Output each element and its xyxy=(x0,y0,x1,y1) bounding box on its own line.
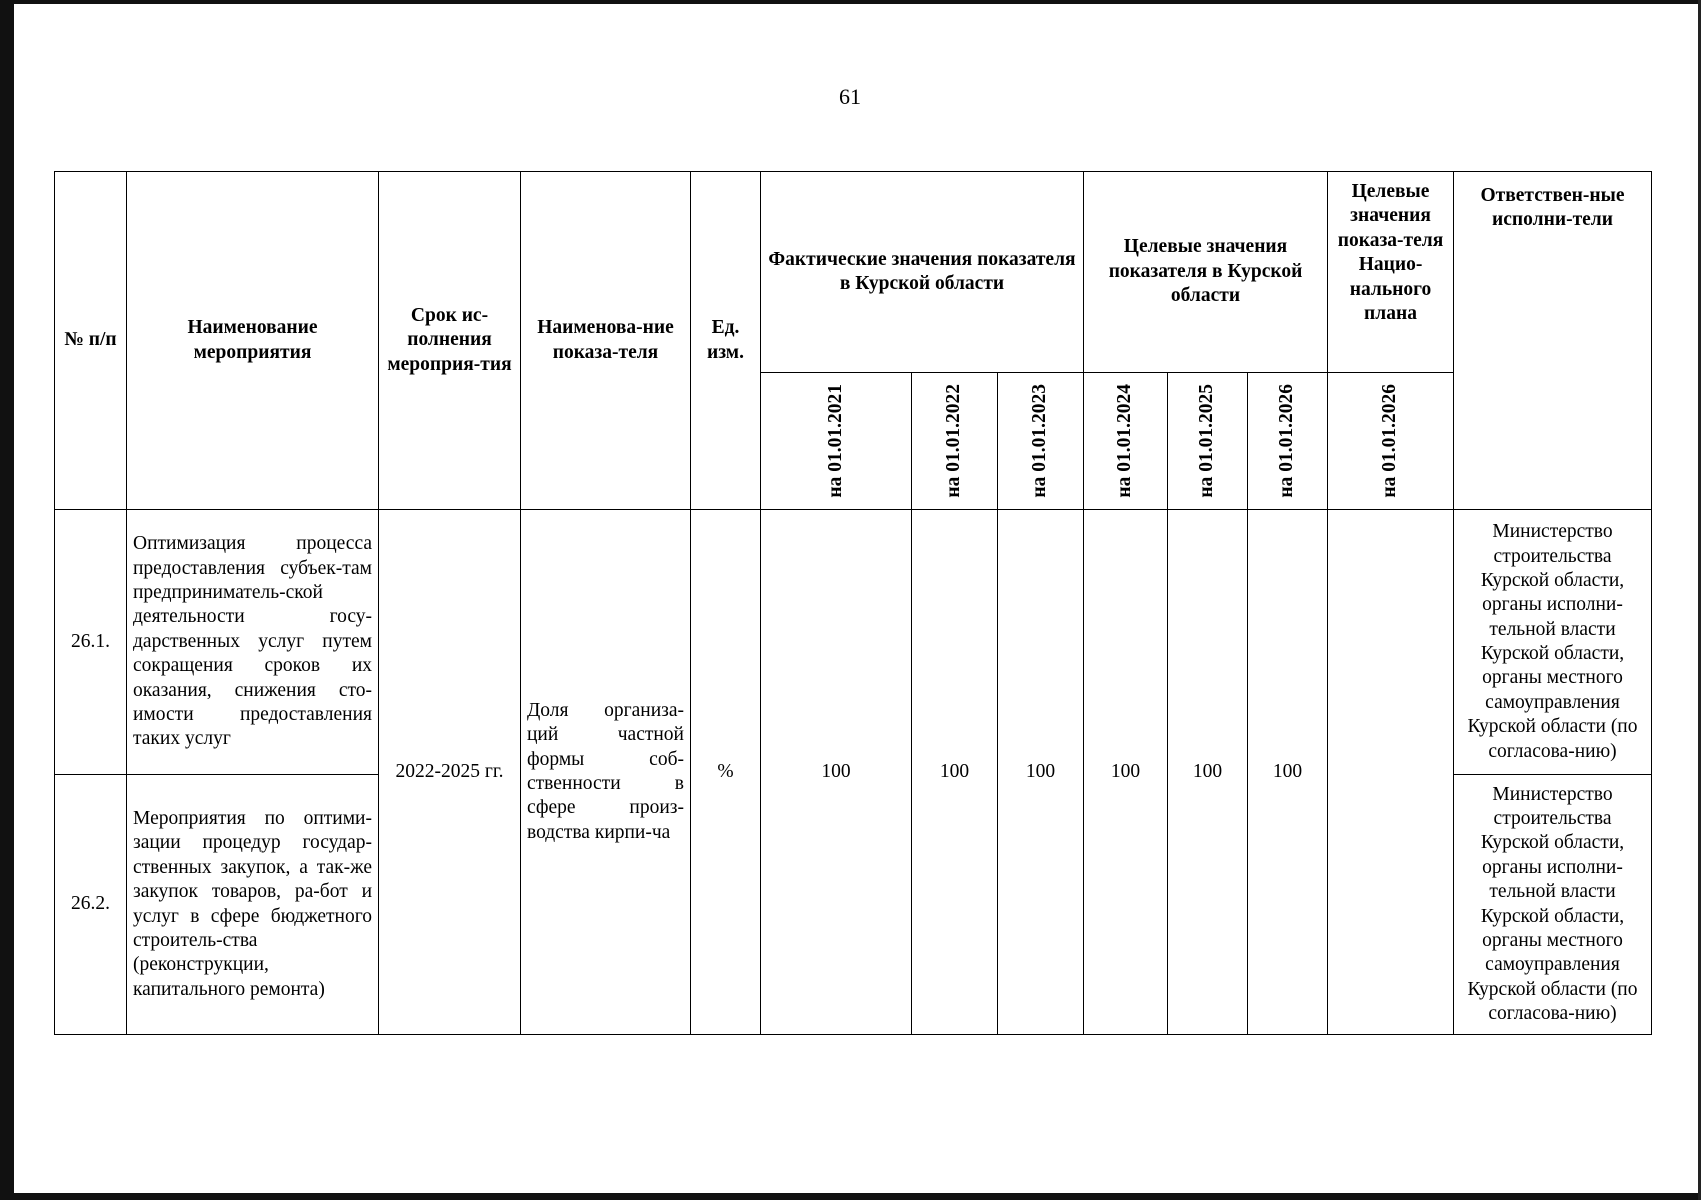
value-2024: 100 xyxy=(1084,510,1168,1035)
header-date-2024: на 01.01.2024 xyxy=(1084,373,1168,510)
row-indicator: Доля организа-ций частной формы соб-ственности в сфере произ-водства кирпи-ча xyxy=(521,510,691,1035)
row-responsible: Министерство строительства Курской области, органы исполни-тельной власти Курской области, органы местного самоуправления Курской области (по согласова-нию) xyxy=(1454,510,1652,775)
scan-border-left xyxy=(0,0,14,1200)
value-2026: 100 xyxy=(1248,510,1328,1035)
value-2023: 100 xyxy=(998,510,1084,1035)
row-num: 26.1. xyxy=(55,510,127,775)
header-unit: Ед. изм. xyxy=(691,172,761,510)
header-date-2021: на 01.01.2021 xyxy=(761,373,912,510)
row-activity: Мероприятия по оптими-зации процедур государ-ственных закупок, а так-же закупок товаров, ра-бот и услуг в сфере бюджетного строитель-ства (реконструкции, капитального ремонта) xyxy=(127,775,379,1035)
value-2021: 100 xyxy=(761,510,912,1035)
value-2025: 100 xyxy=(1168,510,1248,1035)
header-national-values: Целевые значения показа-теля Нацио-нального плана xyxy=(1328,172,1454,373)
header-date-2023: на 01.01.2023 xyxy=(998,373,1084,510)
header-deadline: Срок ис-полнения мероприя-тия xyxy=(379,172,521,510)
row-unit: % xyxy=(691,510,761,1035)
page-number: 61 xyxy=(839,84,861,109)
header-row-1 xyxy=(55,172,1652,373)
scan-border-top xyxy=(0,0,1701,4)
header-actual-values: Фактические значения показателя в Курской области xyxy=(761,172,1084,373)
header-date-2022: на 01.01.2022 xyxy=(912,373,998,510)
value-2022: 100 xyxy=(912,510,998,1035)
scan-border-bottom xyxy=(0,1193,1701,1200)
header-indicator: Наименова-ние показа-теля xyxy=(521,172,691,510)
header-date-2026-national: на 01.01.2026 xyxy=(1328,373,1454,510)
row-responsible: Министерство строительства Курской области, органы исполни-тельной власти Курской области, органы местного самоуправления Курской области (по согласова-нию) xyxy=(1454,775,1652,1035)
row-num: 26.2. xyxy=(55,775,127,1035)
row-activity: Оптимизация процесса предоставления субъек-там предприниматель-ской деятельности госу-дарственных услуг путем сокращения сроков их оказания, снижения сто-имости предоставления таких услуг xyxy=(127,510,379,775)
header-num: № п/п xyxy=(55,172,127,510)
indicators-table xyxy=(54,171,1652,1035)
table-row xyxy=(55,510,1652,775)
header-date-2026: на 01.01.2026 xyxy=(1248,373,1328,510)
header-date-2025: на 01.01.2025 xyxy=(1168,373,1248,510)
value-2026-national xyxy=(1328,510,1454,1035)
row-deadline: 2022-2025 гг. xyxy=(379,510,521,1035)
header-responsible: Ответствен-ные исполни-тели xyxy=(1454,172,1652,510)
header-target-values: Целевые значения показателя в Курской области xyxy=(1084,172,1328,373)
header-activity: Наименование мероприятия xyxy=(127,172,379,510)
